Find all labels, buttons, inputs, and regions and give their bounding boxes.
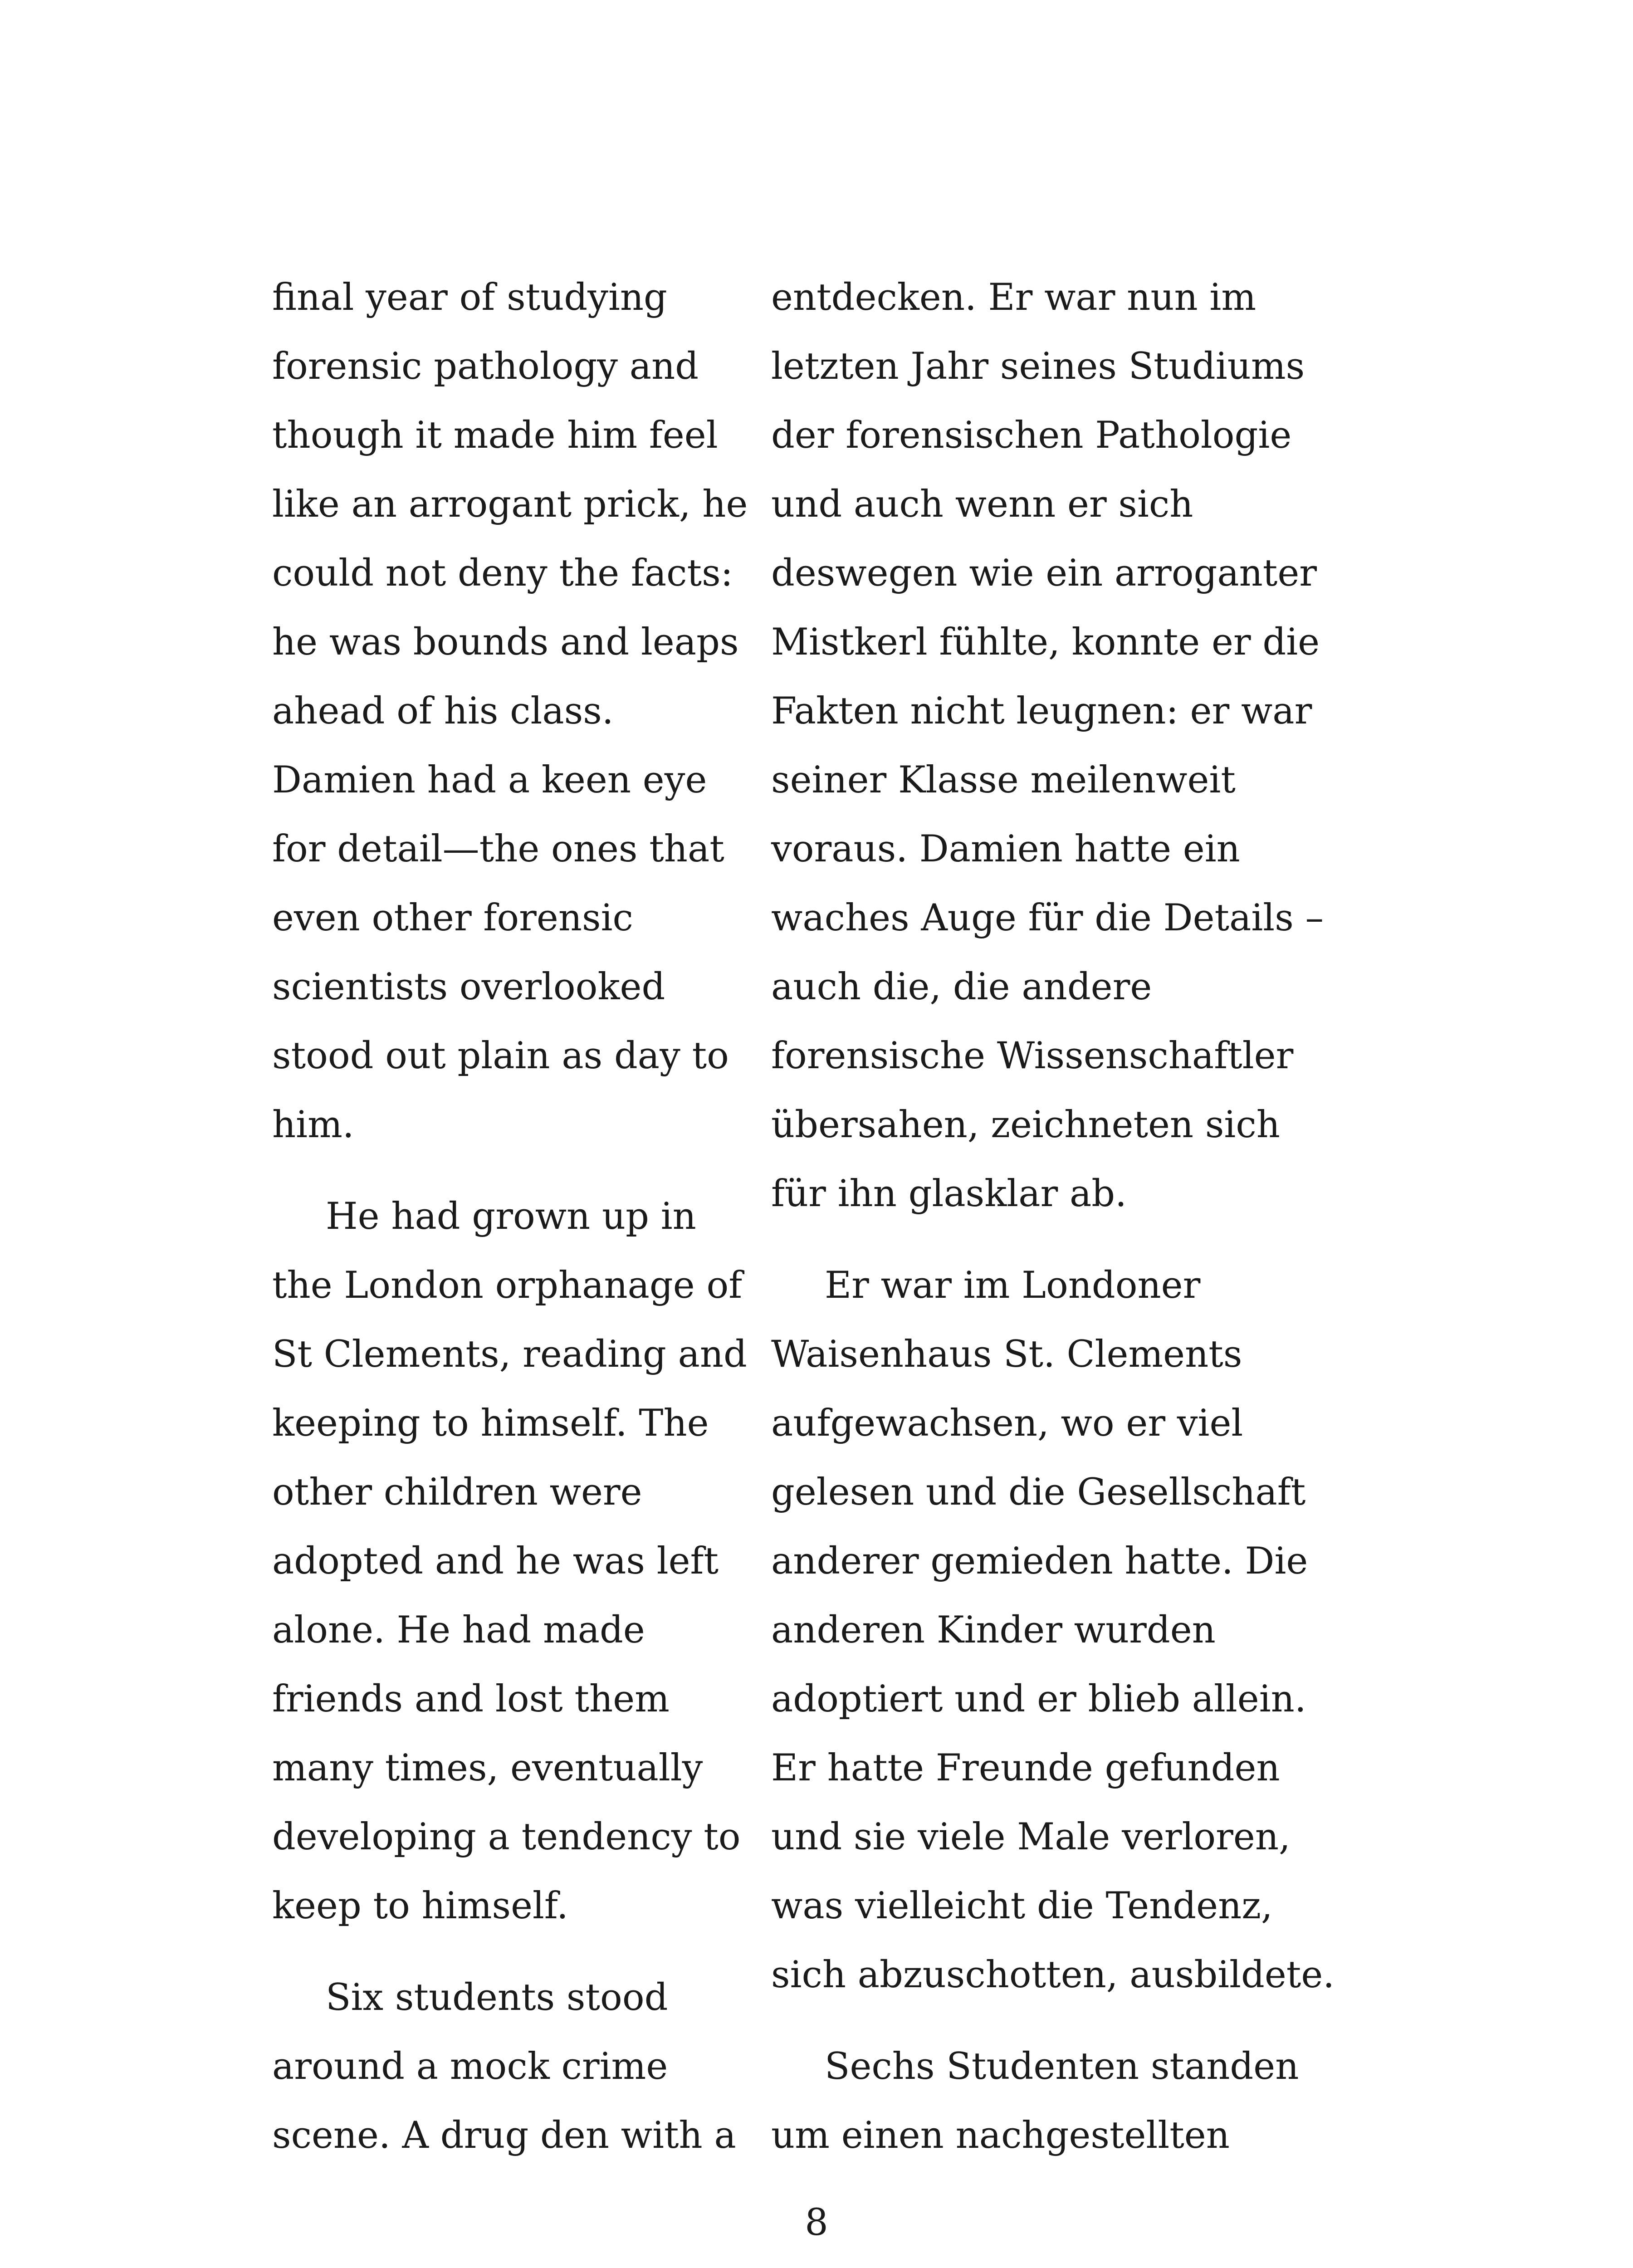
left-paragraph-3 [272, 1963, 736, 2170]
text-line: anderen Kinder wurden [771, 1609, 1216, 1652]
text-line: many times, eventually [272, 1747, 703, 1789]
text-line: around a mock crime [272, 2045, 668, 2088]
text-line: friends and lost them [272, 1678, 670, 1721]
text-line: keep to himself. [272, 1885, 568, 1927]
text-line: für ihn glasklar ab. [771, 1173, 1127, 1215]
text-line: und sie viele Male verloren, [771, 1816, 1291, 1858]
text-line: um einen nachgestellten [771, 2114, 1230, 2157]
text-line: Damien had a keen eye [272, 759, 707, 802]
text-line: other children were [272, 1471, 642, 1514]
text-line: though it made him feel [272, 414, 718, 457]
text-line: scientists overlooked [272, 966, 665, 1008]
text-line: auch die, die andere [771, 966, 1152, 1008]
page-number: 8 [805, 2201, 828, 2244]
text-line: alone. He had made [272, 1609, 645, 1652]
text-line: like an arrogant prick, he [272, 483, 748, 526]
text-line: was vielleicht die Tendenz, [771, 1885, 1273, 1927]
text-line: forensische Wissenschaftler [771, 1035, 1294, 1077]
text-line: the London orphanage of [272, 1264, 743, 1307]
right-paragraph-3 [771, 2032, 1297, 2170]
text-line: letzten Jahr seines Studiums [771, 345, 1305, 388]
text-line: him. [272, 1104, 354, 1146]
text-line-indented: Six students stood [326, 1976, 668, 2019]
text-line: Er hatte Freunde gefunden [771, 1747, 1280, 1789]
text-line: waches Auge für die Details – [771, 897, 1324, 939]
text-line: even other forensic [272, 897, 633, 939]
text-line: could not deny the facts: [272, 552, 733, 595]
text-line: keeping to himself. The [272, 1402, 709, 1445]
text-line: scene. A drug den with a [272, 2114, 736, 2157]
text-line: final year of studying [272, 276, 667, 319]
text-line: anderer gemieden hatte. Die [771, 1540, 1308, 1583]
text-line-indented: Er war im Londoner [825, 1264, 1201, 1307]
text-line: for detail—the ones that [272, 828, 724, 870]
text-line: übersahen, zeichneten sich [771, 1104, 1280, 1146]
text-line: sich abzuschotten, ausbildete. [771, 1954, 1335, 1996]
text-line: entdecken. Er war nun im [771, 276, 1257, 319]
text-line: Fakten nicht leugnen: er war [771, 690, 1312, 733]
left-paragraph-2 [272, 1182, 747, 1941]
text-line-indented: He had grown up in [326, 1195, 696, 1238]
right-paragraph-1 [771, 263, 1324, 1228]
right-column-german [771, 263, 1335, 2170]
text-line: ahead of his class. [272, 690, 614, 733]
text-line: adopted and he was left [272, 1540, 719, 1583]
text-line: Mistkerl fühlte, konnte er die [771, 621, 1320, 664]
text-line: St Clements, reading and [272, 1333, 747, 1376]
text-line-indented: Sechs Studenten standen [825, 2045, 1299, 2088]
text-line: forensic pathology and [272, 345, 699, 388]
text-line: aufgewachsen, wo er viel [771, 1402, 1243, 1445]
text-line: adoptiert und er blieb allein. [771, 1678, 1306, 1721]
text-line: developing a tendency to [272, 1816, 741, 1858]
text-line: he was bounds and leaps [272, 621, 739, 664]
left-paragraph-1 [272, 263, 748, 1159]
text-line: gelesen und die Gesellschaft [771, 1471, 1306, 1514]
text-line: Waisenhaus St. Clements [771, 1333, 1242, 1376]
right-paragraph-2 [771, 1251, 1335, 2009]
text-line: und auch wenn er sich [771, 483, 1193, 526]
left-column-english [272, 263, 748, 2170]
text-line: seiner Klasse meilenweit [771, 759, 1236, 802]
text-line: der forensischen Pathologie [771, 414, 1292, 457]
text-line: stood out plain as day to [272, 1035, 729, 1077]
text-line: deswegen wie ein arroganter [771, 552, 1317, 595]
text-line: voraus. Damien hatte ein [771, 828, 1240, 870]
